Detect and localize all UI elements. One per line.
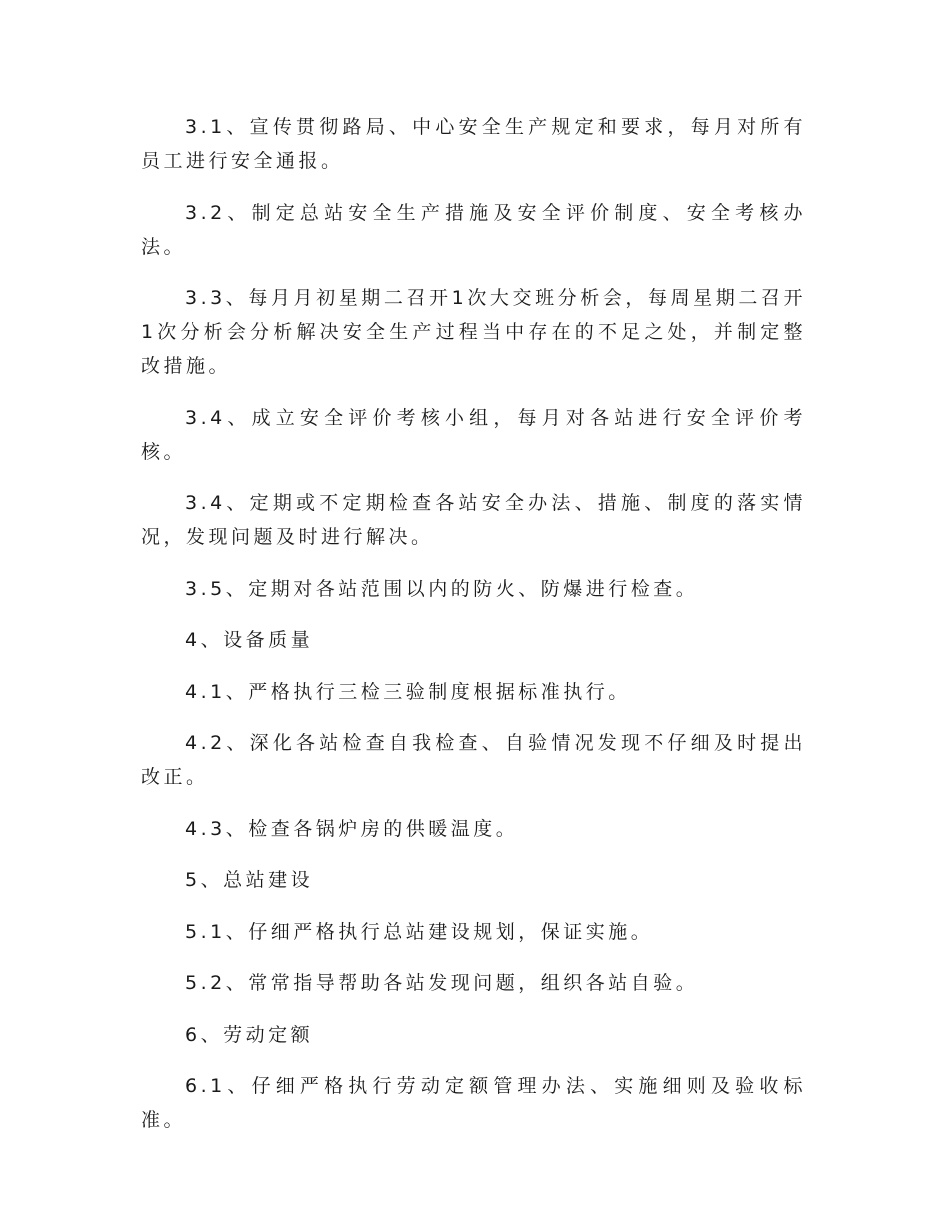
paragraph-4-3: 4.3、检查各锅炉房的供暖温度。 xyxy=(185,817,519,840)
paragraph-3-5: 3.5、定期对各站范围以内的防火、防爆进行检查。 xyxy=(185,577,699,600)
paragraph-6-1: 6.1、仔细严格执行劳动定额管理办法、实施细则及验收标准。 xyxy=(141,1075,806,1131)
paragraph-3-4-a: 3.4、成立安全评价考核小组，每月对各站进行安全评价考核。 xyxy=(141,406,806,463)
document-body xyxy=(141,110,806,1155)
section-heading-6: 6、劳动定额 xyxy=(185,1023,314,1046)
paragraph-3-2: 3.2、制定总站安全生产措施及安全评价制度、安全考核办法。 xyxy=(141,201,806,258)
paragraph-3-4-b: 3.4、定期或不定期检查各站安全办法、措施、制度的落实情况，发现问题及时进行解决。 xyxy=(141,492,806,548)
section-heading-4: 4、设备质量 xyxy=(185,629,314,651)
paragraph-4-1: 4.1、严格执行三检三验制度根据标准执行。 xyxy=(185,680,631,703)
paragraph-5-1: 5.1、仔细严格执行总站建设规划，保证实施。 xyxy=(185,920,654,943)
paragraph-4-2: 4.2、深化各站检查自我检查、自验情况发现不仔细及时提出改正。 xyxy=(141,732,806,788)
paragraph-3-3: 3.3、每月月初星期二召开1次大交班分析会，每周星期二召开1次分析会分析解决安全生产过程当中存在的不足之处，并制定整改措施。 xyxy=(141,287,806,377)
paragraph-5-2: 5.2、常常指导帮助各站发现问题，组织各站自验。 xyxy=(185,972,699,994)
paragraph-3-1: 3.1、宣传贯彻路局、中心安全生产规定和要求，每月对所有员工进行安全通报。 xyxy=(141,116,806,172)
section-heading-5: 5、总站建设 xyxy=(185,869,314,891)
